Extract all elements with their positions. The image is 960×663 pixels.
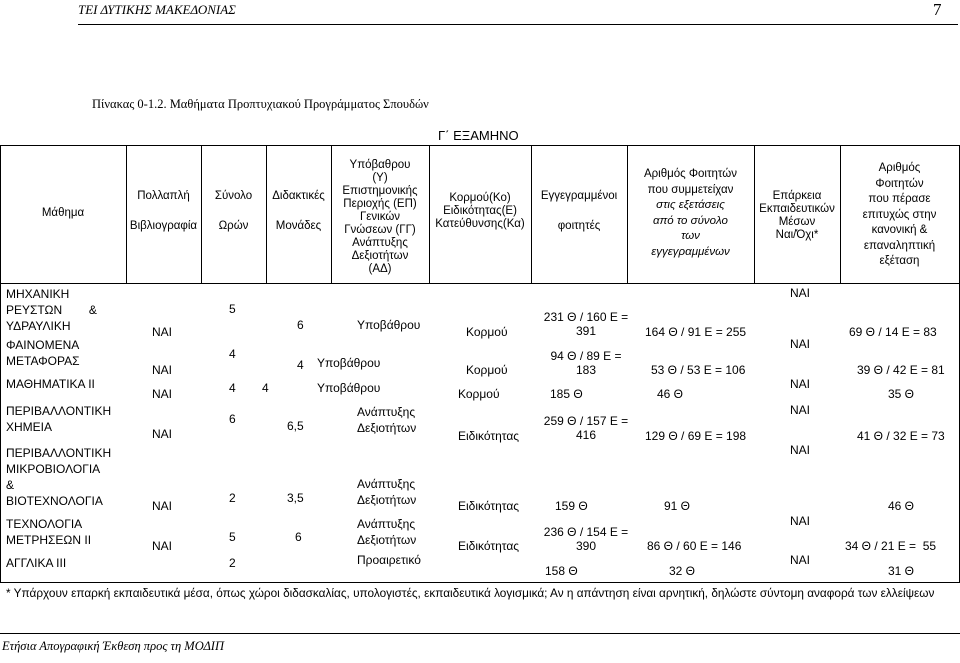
type-value: Ανάπτυξης Δεξιοτήτων — [357, 477, 417, 507]
passed-value: 69 Θ / 14 Ε = 83 — [849, 325, 937, 339]
header-credits: Διδακτικές Μονάδες — [272, 190, 325, 232]
bibliography-value: ΝΑΙ — [152, 387, 173, 401]
course-name: ΠΕΡΙΒΑΛΛΟΝΤΙΚΗ ΜΙΚΡΟΒΙΟΛΟΓΙΑ & ΒΙΟΤΕΧΝΟΛΟΓΙΑ — [6, 446, 112, 508]
table-caption: Πίνακας 0-1.2. Μαθήματα Προπτυχιακού Προγράμματος Σπουδών — [92, 97, 429, 111]
course-name: ΠΕΡΙΒΑΛΛΟΝΤΙΚΗ ΧΗΜΕΙΑ — [6, 404, 112, 434]
type-value: Ανάπτυξης Δεξιοτήτων — [357, 517, 417, 547]
course-name: ΜΑΘΗΜΑΤΙΚΑ ΙΙ — [6, 377, 95, 391]
credits-value: 4 — [262, 381, 269, 395]
type-value: Υποβάθρου — [357, 318, 421, 332]
header-core: Κορμού(Κο) Ειδικότητας(Ε) Κατεύθυνσης(Κα) — [435, 192, 525, 230]
hours-value: 2 — [229, 556, 236, 570]
adequacy-value: ΝΑΙ — [790, 514, 811, 528]
adequacy-value: ΝΑΙ — [790, 286, 811, 300]
header-course: Μάθημα — [41, 207, 85, 219]
hours-value: 5 — [229, 530, 236, 544]
course-name: ΑΓΓΛΙΚΑ ΙΙΙ — [6, 556, 67, 570]
course-name: ΜΗΧΑΝΙΚΗ ΡΕΥΣΤΩΝ & ΥΔΡΑΥΛΙΚΗ — [6, 287, 97, 333]
participants-value: 91 Θ — [664, 499, 691, 513]
enrolled-value: 259 Θ / 157 Ε = 416 — [543, 414, 629, 442]
header-hours: Σύνολο Ωρών — [214, 190, 253, 232]
bibliography-value: ΝΑΙ — [152, 539, 173, 553]
core-value: Κορμού — [458, 387, 500, 401]
hours-value: 5 — [229, 302, 236, 316]
enrolled-value: 159 Θ — [555, 499, 588, 513]
semester-title: Γ΄ ΕΞΑΜΗΝΟ — [438, 128, 519, 143]
hours-value: 6 — [229, 412, 236, 426]
type-value: Ανάπτυξης Δεξιοτήτων — [357, 405, 417, 435]
participants-value: 86 Θ / 60 Ε = 146 — [647, 539, 742, 553]
header-bibliography: Πολλαπλή Βιβλιογραφία — [129, 190, 198, 232]
course-name: ΤΕΧΝΟΛΟΓΙΑ ΜΕΤΡΗΣΕΩΝ ΙΙ — [6, 517, 92, 547]
bibliography-value: ΝΑΙ — [152, 325, 173, 339]
adequacy-value: ΝΑΙ — [790, 553, 811, 567]
bibliography-value: ΝΑΙ — [152, 499, 173, 513]
type-value: Υποβάθρου — [317, 356, 381, 370]
credits-value: 6 — [297, 318, 304, 332]
page-footer: Ετήσια Απογραφική Έκθεση προς τη ΜΟΔΙΠ — [2, 639, 224, 653]
header-adequacy: Επάρκεια Εκπαιδευτικών Μέσων Ναι/Όχι* — [759, 190, 835, 241]
adequacy-value: ΝΑΙ — [790, 377, 811, 391]
hours-value: 2 — [229, 491, 236, 505]
passed-value: 34 Θ / 21 Ε = 55 — [845, 539, 937, 553]
participants-value: 129 Θ / 69 Ε = 198 — [645, 429, 747, 443]
bibliography-value: ΝΑΙ — [152, 363, 173, 377]
enrolled-value: 236 Θ / 154 Ε = 390 — [543, 525, 629, 553]
header-type: Υπόβαθρου (Υ) Επιστημονικής Περιοχής (ΕΠ) Γενικών Γνώσεων (ΓΓ) Ανάπτυξης Δεξιοτήτων (ΑΔ) — [342, 159, 418, 275]
participants-value: 32 Θ — [669, 564, 696, 578]
header-rule — [78, 24, 958, 25]
passed-value: 35 Θ — [888, 387, 915, 401]
core-value: Ειδικότητας — [458, 539, 520, 553]
credits-value: 6 — [295, 530, 302, 544]
credits-value: 3,5 — [287, 491, 304, 505]
participants-value: 46 Θ — [657, 387, 684, 401]
credits-value: 4 — [297, 358, 304, 372]
page-number: 7 — [933, 0, 942, 19]
hours-value: 4 — [229, 381, 236, 395]
passed-value: 31 Θ — [888, 564, 915, 578]
adequacy-value: ΝΑΙ — [790, 443, 811, 457]
adequacy-value: ΝΑΙ — [790, 337, 811, 351]
hours-value: 4 — [229, 347, 236, 361]
bibliography-value: ΝΑΙ — [152, 427, 173, 441]
participants-value: 164 Θ / 91 Ε = 255 — [645, 325, 747, 339]
core-value: Ειδικότητας — [458, 429, 520, 443]
participants-value: 53 Θ / 53 Ε = 106 — [651, 363, 746, 377]
adequacy-value: ΝΑΙ — [790, 403, 811, 417]
core-value: Κορμού — [466, 363, 508, 377]
core-value: Κορμού — [466, 325, 508, 339]
type-value: Προαιρετικό — [357, 553, 421, 567]
credits-value: 6,5 — [287, 419, 304, 433]
enrolled-value: 94 Θ / 89 Ε = 183 — [550, 349, 622, 377]
course-name: ΦΑΙΝΟΜΕΝΑ ΜΕΤΑΦΟΡΑΣ — [6, 338, 80, 368]
footnote: * Υπάρχουν επαρκή εκπαιδευτικά μέσα, όπως χώροι διδασκαλίας, υπολογιστές, εκπαιδευτικά λογισμικά; Αν η απάντηση είναι αρνητική, δηλώστε σύντομη αναφορά των ελλείψεων — [6, 586, 935, 600]
header-passed: Αριθμός Φοιτητών που πέρασε επιτυχώς στην κανονική & επαναληπτική εξέταση — [862, 162, 937, 267]
enrolled-value: 231 Θ / 160 Ε = 391 — [543, 310, 629, 338]
passed-value: 39 Θ / 42 Ε = 81 — [857, 363, 945, 377]
page-header-title: ΤΕΙ ΔΥΤΙΚΗΣ ΜΑΚΕΔΟΝΙΑΣ — [78, 2, 236, 17]
passed-value: 41 Θ / 32 Ε = 73 — [857, 429, 945, 443]
type-value: Υποβάθρου — [317, 381, 381, 395]
enrolled-value: 185 Θ — [550, 387, 583, 401]
core-value: Ειδικότητας — [458, 499, 520, 513]
header-participants: Αριθμός Φοιτητών που συμμετείχαν στις εξετάσεις από το σύνολο των εγγεγραμμένων — [643, 168, 738, 258]
passed-value: 46 Θ — [888, 499, 915, 513]
header-enrolled: Εγγεγραμμένοι φοιτητές — [540, 190, 618, 232]
enrolled-value: 158 Θ — [545, 564, 578, 578]
footer-rule — [0, 633, 960, 634]
